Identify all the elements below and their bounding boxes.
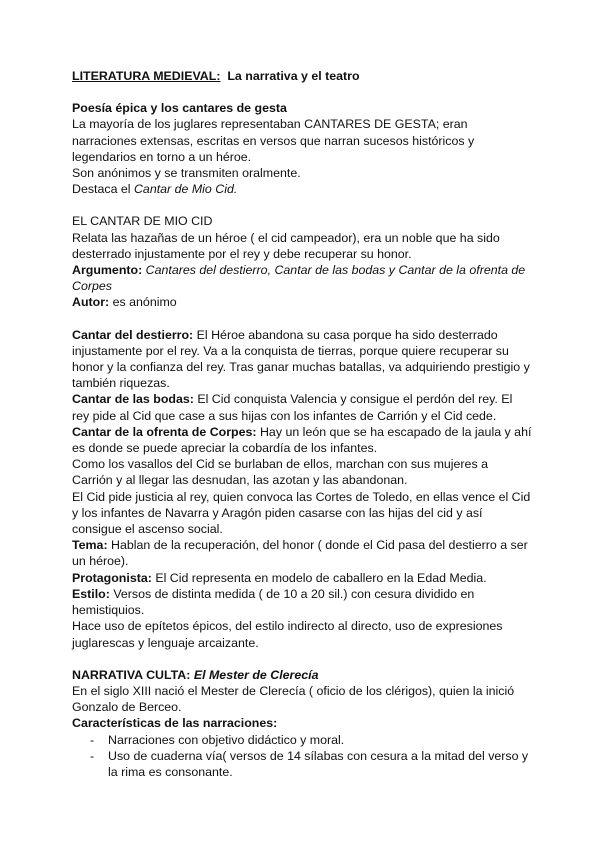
bodas-text: El Cid conquista Valencia y consigue el perdón del rey. El rey pide al Cid que case a sus hijas con los infantes de Carrión y el Cid cede.: [72, 392, 513, 423]
narrativa-culta-italic: El Mester de Clerecía: [193, 667, 319, 682]
paragraph-epitetos: Hace uso de epítetos épicos, del estilo indirecto al directo, uso de expresiones juglarescas y lenguaje arcaizante.: [72, 619, 503, 650]
tema-label: Tema:: [72, 538, 108, 553]
paragraph-destaca: [72, 181, 532, 197]
heading-poesia-epica: [72, 100, 532, 116]
dash-bullet: -: [90, 748, 95, 763]
spacer: [72, 197, 532, 213]
heading-caracteristicas: [72, 715, 532, 731]
paragraph-autor: [72, 294, 532, 310]
destaca-text: Destaca el: [72, 182, 134, 197]
page-title: [72, 68, 532, 84]
document-content: [72, 68, 532, 780]
autor-text: es anónimo: [112, 295, 177, 310]
estilo-label: Estilo:: [72, 586, 110, 601]
paragraph-corpes: [72, 424, 532, 456]
narrativa-culta-label: NARRATIVA CULTA:: [72, 667, 194, 682]
argumento-label: Argumento:: [72, 263, 143, 278]
list-item-text: Uso de cuaderna vía( versos de 14 sílabas con cesura a la mitad del verso y la rima es consonante.: [108, 748, 529, 779]
paragraph-protagonista: [72, 570, 532, 586]
paragraph-juglares: La mayoría de los juglares representaban CANTARES DE GESTA; eran narraciones extensas, escritas en versos que narran sucesos históricos y legendarios en torno a un héroe.: [72, 117, 475, 164]
paragraph-vasallos: Como los vasallos del Cid se burlaban de ellos, marchan con sus mujeres a Carrión y al llegar las desnudan, las azotan y las abandonan.: [72, 457, 488, 488]
argumento-text: Cantares del destierro, Cantar de las bodas y Cantar de la ofrenta de Corpes: [72, 263, 526, 294]
paragraph-destierro: [72, 327, 532, 392]
spacer: [72, 311, 532, 327]
bodas-label: Cantar de las bodas:: [72, 392, 194, 407]
caracteristicas-list: [72, 732, 532, 781]
estilo-text: Versos de distinta medida ( de 10 a 20 sil.) con cesura dividido en hemistiquios.: [72, 586, 475, 618]
paragraph-anonimos: Son anónimos y se transmiten oralmente.: [72, 166, 301, 181]
corpes-text: Hay un león que se ha escapado de la jaula y ahí es donde se puede apreciar la cobardía de los infantes.: [72, 424, 532, 456]
heading-poesia-epica-text: Poesía épica y los cantares de gesta: [72, 101, 287, 116]
dash-bullet: -: [90, 732, 95, 747]
paragraph-siglo-xiii: En el siglo XIII nació el Mester de Clerecía ( oficio de los clérigos), quien la inició Gonzalo de Berceo.: [72, 683, 515, 715]
protagonista-label: Protagonista:: [72, 570, 152, 585]
caracteristicas-text: Características de las narraciones:: [72, 716, 278, 731]
heading-narrativa-culta: [72, 667, 532, 683]
title-main: LITERATURA MEDIEVAL:: [72, 69, 221, 83]
paragraph-estilo: [72, 586, 532, 618]
protagonista-text: El Cid representa en modelo de caballero en la Edad Media.: [155, 570, 487, 585]
paragraph-tema: [72, 537, 532, 569]
paragraph-bodas: [72, 391, 532, 423]
list-item: [90, 732, 532, 748]
spacer: [72, 651, 532, 667]
heading-cantar-mio-cid: EL CANTAR DE MIO CID: [72, 214, 213, 229]
list-item-text: Narraciones con objetivo didáctico y moral.: [108, 732, 345, 747]
destierro-text: El Héroe abandona su casa porque ha sido desterrado injustamente por el rey. Va a la conquista de tierras, porque quiere recuperar su honor y la confianza del rey. Tras ganar muchas batallas, va adquiriendo prestigio y también riquezas.: [72, 327, 530, 391]
paragraph-argumento: [72, 262, 532, 294]
destaca-italic: Cantar de Mio Cid.: [133, 182, 238, 197]
paragraph-justicia: El Cid pide justicia al rey, quien convoca las Cortes de Toledo, en ellas vence el Cid y los infantes de Navarra y Aragón piden casarse con las hijas del cid y así consigue el ascenso social.: [72, 489, 531, 537]
corpes-label: Cantar de la ofrenta de Corpes:: [72, 424, 257, 439]
autor-label: Autor:: [72, 295, 110, 310]
paragraph-relata: Relata las hazañas de un héroe ( el cid campeador), era un noble que ha sido desterrado injustamente por el rey y debe recuperar su honor.: [72, 230, 500, 261]
tema-text: Hablan de la recuperación, del honor ( donde el Cid pasa del destierro a ser un héroe).: [72, 538, 528, 569]
list-item: [90, 748, 532, 780]
destierro-label: Cantar del destierro:: [72, 327, 194, 342]
title-sub: La narrativa y el teatro: [227, 69, 360, 83]
